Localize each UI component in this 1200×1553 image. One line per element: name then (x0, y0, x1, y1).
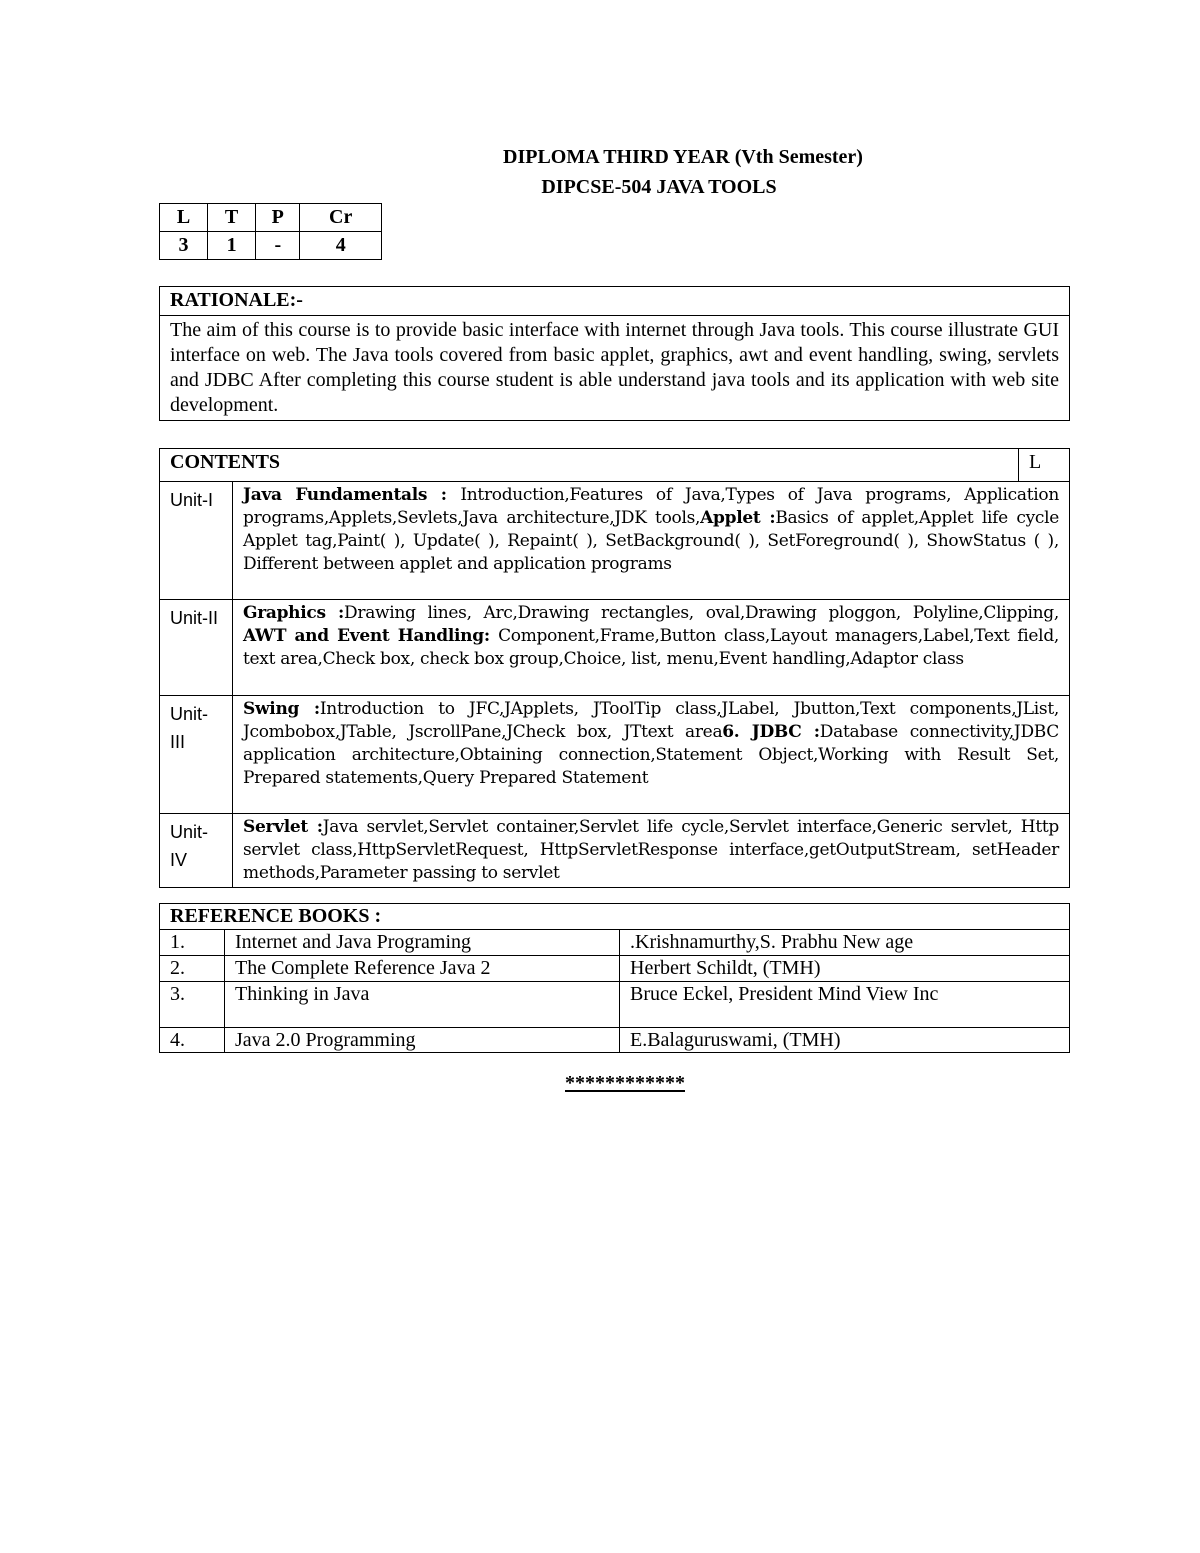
topic-heading: AWT and Event Handling: (243, 626, 499, 646)
ltpc-value-t: 1 (208, 232, 256, 260)
rationale-text: The aim of this course is to provide basic interface with internet through Java tools. This course illustrate GUI interface on web. The Java tools covered from basic applet, graphics, awt and event handling, swing, servlets and JDBC After completing this course student is able understand java tools and its application with web site development. (160, 316, 1070, 421)
reference-header-row (160, 904, 1070, 930)
topic-heading: Java Fundamentals : (243, 485, 461, 505)
contents-header-row (160, 449, 1070, 482)
topic-text: Database connectivity,JDBC application architecture,Obtaining connection,Statement Object,Working with Result Set, Prepared statements,Query Prepared Statement (243, 722, 1059, 788)
ltpc-header-cr: Cr (300, 204, 382, 232)
reference-row (160, 1028, 1070, 1053)
reference-book: Thinking in Java (225, 982, 620, 1028)
ltpc-value-l: 3 (160, 232, 208, 260)
ltpc-header-l: L (160, 204, 208, 232)
topic-heading: Applet : (700, 508, 776, 528)
ltpc-header-t: T (208, 204, 256, 232)
ltpc-value-row (160, 232, 382, 260)
ltpc-table (159, 203, 382, 260)
rationale-heading: RATIONALE:- (160, 287, 1070, 316)
ltpc-header-row (160, 204, 382, 232)
unit-content (233, 814, 1070, 888)
document-title: DIPLOMA THIRD YEAR (Vth Semester) (503, 146, 863, 168)
unit-content (233, 600, 1070, 696)
topic-text: Component,Frame,Button class,Layout managers,Label,Text field, text area,Check box, check box group,Choice, list, menu,Event handling,Adaptor class (243, 626, 1059, 669)
course-title: DIPCSE-504 JAVA TOOLS (541, 176, 777, 198)
reference-number: 1. (160, 930, 225, 956)
contents-table (159, 448, 1070, 888)
ltpc-value-cr: 4 (300, 232, 382, 260)
reference-row (160, 956, 1070, 982)
ltpc-value-p: - (256, 232, 300, 260)
topic-heading: Servlet : (243, 817, 323, 837)
reference-heading: REFERENCE BOOKS : (160, 904, 1070, 930)
unit-label: Unit-II (160, 600, 233, 696)
topic-text: Java servlet,Servlet container,Servlet life cycle,Servlet interface,Generic servlet, Http servlet class,HttpServletRequest, HttpServletResponse interface,getOutputStream, setHeader methods,Parameter passing to servlet (243, 817, 1059, 883)
reference-row (160, 930, 1070, 956)
unit-row (160, 482, 1070, 600)
reference-author: E.Balaguruswami, (TMH) (620, 1028, 1070, 1053)
unit-label: Unit-I (160, 482, 233, 600)
reference-number: 4. (160, 1028, 225, 1053)
rationale-table (159, 286, 1070, 421)
reference-number: 3. (160, 982, 225, 1028)
topic-text: Introduction,Features of Java,Types of Java programs, Application programs,Applets,Sevlets,Java architecture,JDK tools, (243, 485, 1059, 528)
reference-author: Herbert Schildt, (TMH) (620, 956, 1070, 982)
topic-heading: 6. JDBC : (722, 722, 820, 742)
reference-book: The Complete Reference Java 2 (225, 956, 620, 982)
topic-text: Drawing lines, Arc,Drawing rectangles, oval,Drawing ploggon, Polyline,Clipping, (344, 603, 1059, 623)
reference-book: Java 2.0 Programming (225, 1028, 620, 1053)
reference-book: Internet and Java Programing (225, 930, 620, 956)
reference-number: 2. (160, 956, 225, 982)
reference-books-table (159, 903, 1070, 1053)
unit-content (233, 696, 1070, 814)
topic-text: Basics of applet,Applet life cycle Applet tag,Paint( ), Update( ), Repaint( ), SetBackground( ), SetForeground( ), ShowStatus ( ), Different between applet and application programs (243, 508, 1059, 574)
unit-row (160, 600, 1070, 696)
topic-heading: Swing : (243, 699, 320, 719)
unit-row (160, 696, 1070, 814)
topic-heading: Graphics : (243, 603, 345, 623)
ltpc-header-p: P (256, 204, 300, 232)
unit-content (233, 482, 1070, 600)
reference-author: Bruce Eckel, President Mind View Inc (620, 982, 1070, 1028)
end-marker: ************ (565, 1072, 685, 1094)
contents-l-header: L (1019, 449, 1070, 482)
reference-row (160, 982, 1070, 1028)
topic-text: Introduction to JFC,JApplets, JToolTip class,JLabel, Jbutton,Text components,JList, Jcombobox,JTable, JscrollPane,JCheck box, JTtext area (243, 699, 1059, 742)
reference-author: .Krishnamurthy,S. Prabhu New age (620, 930, 1070, 956)
contents-heading: CONTENTS (160, 449, 1019, 482)
unit-label: Unit-III (160, 696, 233, 814)
unit-label: Unit-IV (160, 814, 233, 888)
unit-row (160, 814, 1070, 888)
